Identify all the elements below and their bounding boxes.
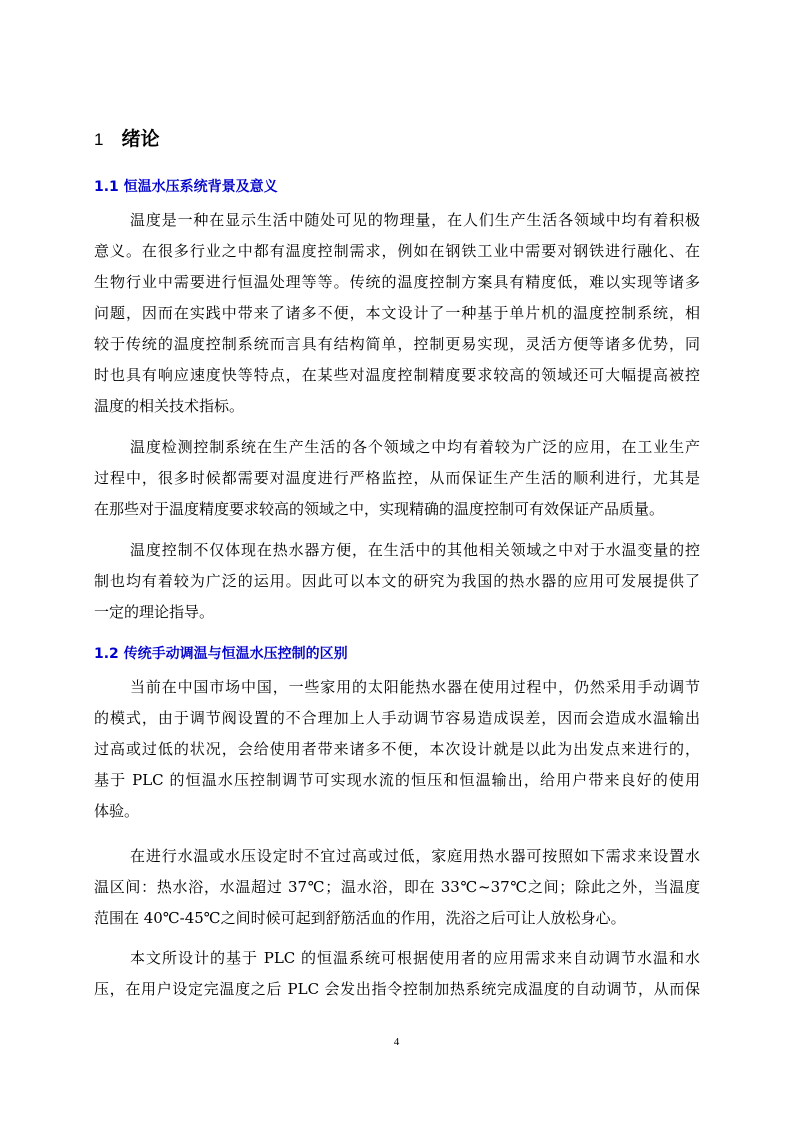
chapter-title: 绪论: [121, 128, 160, 150]
text-line: 在那些对于温度精度要求较高的领域之中，实现精确的温度控制可有效保证产品质量。: [94, 500, 665, 518]
section-heading: 1.2 传统手动调温与恒温水压控制的区别: [94, 646, 348, 662]
text-line: 温度控制不仅体现在热水器方便，在生活中的其他相关领域之中对于水温变量的控: [130, 541, 700, 559]
section-heading: 1.1 恒温水压系统背景及意义: [94, 179, 278, 195]
text-line: 一定的理论指导。: [94, 603, 215, 621]
page-number: 4: [393, 1036, 400, 1048]
text-line: 较于传统的温度控制系统而言具有结构简单，控制更易实现，灵活方便等诸多优势，同: [94, 335, 700, 353]
text-line: 的模式，由于调节阀设置的不合理加上人手动调节容易造成误差，因而会造成水温输出: [94, 709, 700, 727]
text-line: 当前在中国市场中国，一些家用的太阳能热水器在使用过程中，仍然采用手动调节: [130, 678, 700, 696]
text-line: 意义。在很多行业之中都有温度控制需求，例如在钢铁工业中需要对钢铁进行融化、在: [94, 242, 700, 260]
chapter-heading: [94, 124, 159, 150]
text-line: 在进行水温或水压设定时不宜过高或过低，家庭用热水器可按照如下需求来设置水: [130, 847, 700, 865]
text-line: 问题，因而在实践中带来了诸多不便，本文设计了一种基于单片机的温度控制系统，相: [94, 304, 700, 322]
text-line: 温区间：热水浴，水温超过 37℃；温水浴，即在 33℃~37℃之间；除此之外，当温度: [94, 878, 700, 896]
text-line: 基于 PLC 的恒温水压控制调节可实现水流的恒压和恒温输出，给用户带来良好的使用: [94, 771, 700, 789]
text-line: 过程中，很多时候都需要对温度进行严格监控，从而保证生产生活的顺利进行，尤其是: [94, 469, 700, 487]
text-line: 本文所设计的基于 PLC 的恒温系统可根据使用者的应用需求来自动调节水温和水: [130, 949, 700, 967]
text-line: 温度检测控制系统在生产生活的各个领域之中均有着较为广泛的应用，在工业生产: [130, 438, 700, 456]
text-line: 制也均有着较为广泛的运用。因此可以本文的研究为我国的热水器的应用可发展提供了: [94, 572, 700, 590]
text-line: 生物行业中需要进行恒温处理等等。传统的温度控制方案具有精度低，难以实现等诸多: [94, 273, 700, 291]
text-line: 范围在 40℃-45℃之间时候可起到舒筋活血的作用，洗浴之后可让人放松身心。: [94, 909, 626, 927]
text-line: 温度的相关技术指标。: [94, 397, 245, 415]
chapter-number: 1: [94, 130, 104, 149]
text-line: 过高或过低的状况，会给使用者带来诸多不便，本次设计就是以此为出发点来进行的，: [94, 740, 700, 758]
text-line: 压，在用户设定完温度之后 PLC 会发出指令控制加热系统完成温度的自动调节，从而保: [94, 980, 700, 998]
text-line: 温度是一种在显示生活中随处可见的物理量，在人们生产生活各领域中均有着积极: [130, 211, 700, 229]
text-line: 时也具有响应速度快等特点，在某些对温度控制精度要求较高的领域还可大幅提高被控: [94, 366, 700, 384]
text-line: 体验。: [94, 802, 140, 820]
